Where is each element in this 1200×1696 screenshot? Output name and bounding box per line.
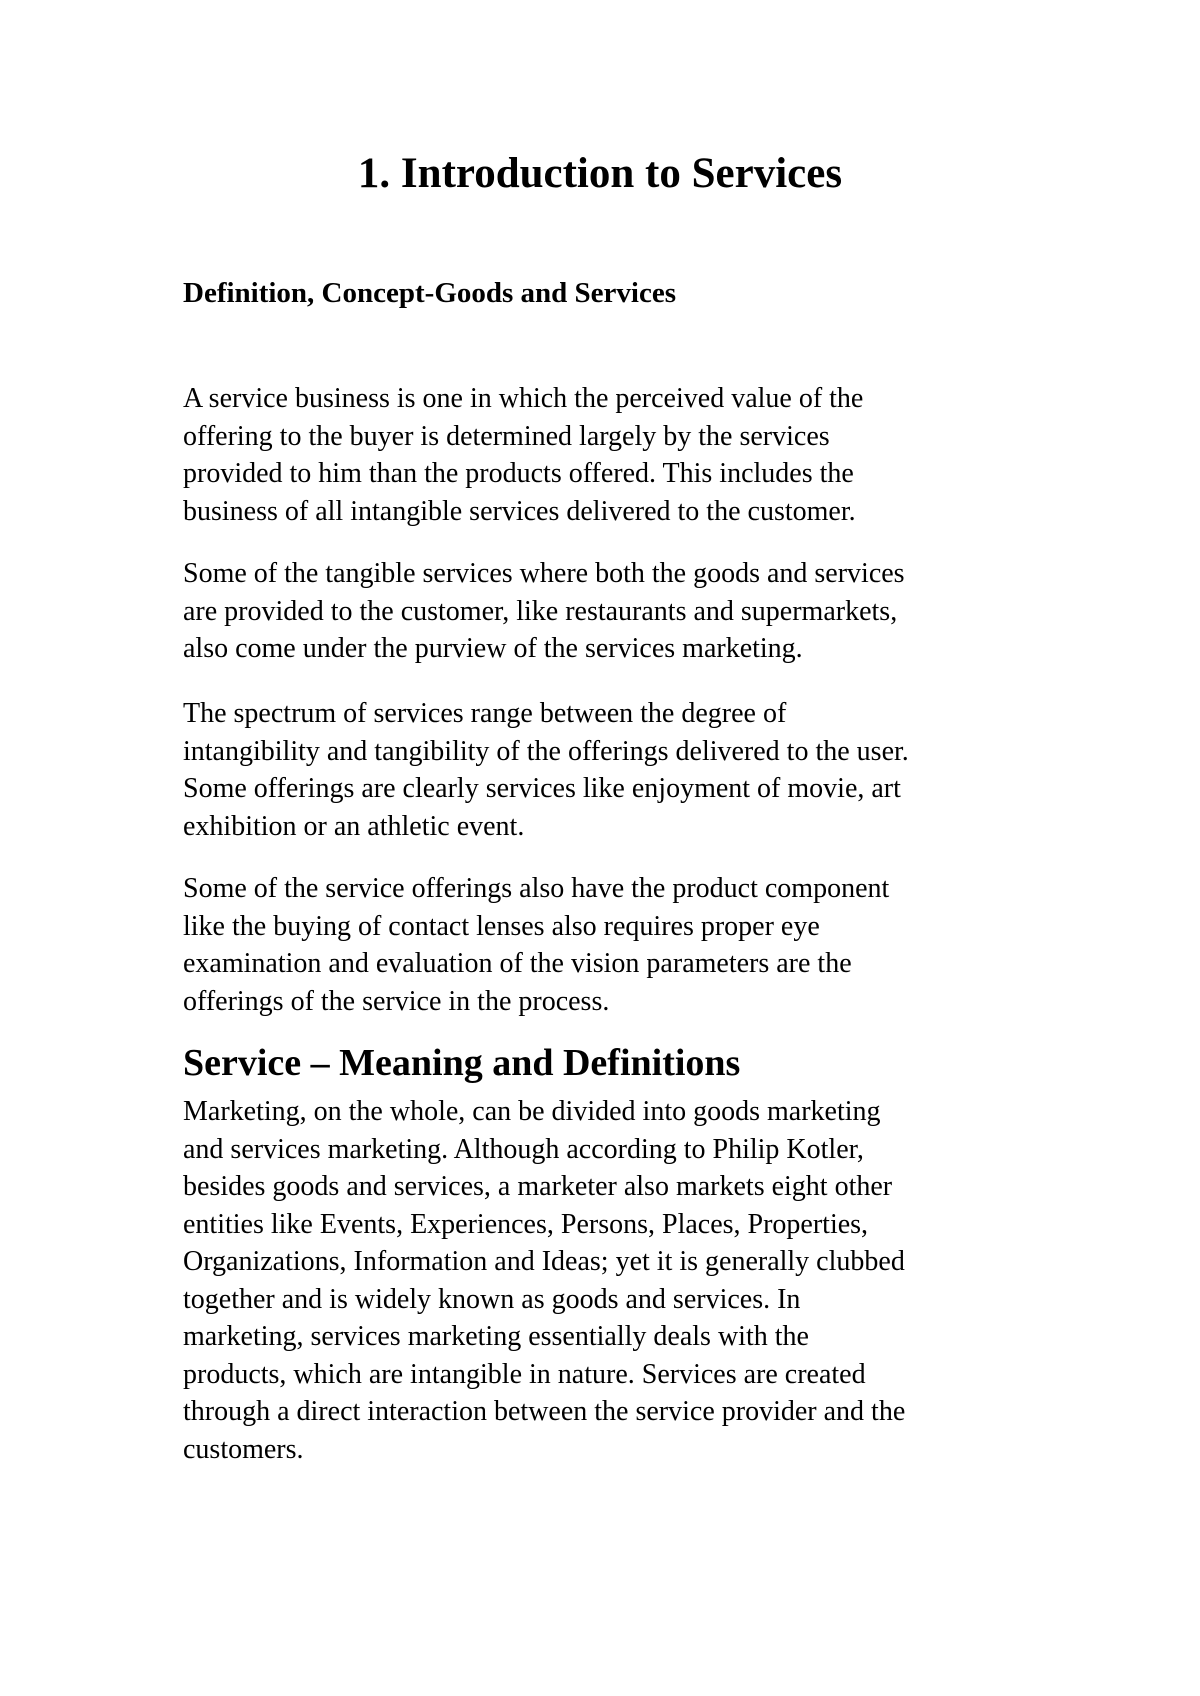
paragraph-line: together and is widely known as goods and services. In [183,1283,801,1315]
section-heading: Service – Meaning and Definitions [183,1042,741,1084]
paragraph-line: Some offerings are clearly services like enjoyment of movie, art [183,773,901,804]
paragraph-3 [183,695,1063,845]
paragraph-line: and services marketing. Although according to Philip Kotler, [183,1133,864,1165]
paragraph-line: provided to him than the products offered. This includes the [183,458,854,489]
paragraph-line: offerings of the service in the process. [183,985,610,1017]
subheading: Definition, Concept-Goods and Services [183,277,676,309]
paragraph-line: offering to the buyer is determined largely by the services [183,420,830,452]
paragraph-1 [183,380,1063,530]
paragraph-line: business of all intangible services delivered to the customer. [183,495,856,527]
paragraph-line: products, which are intangible in nature. Services are created [183,1358,866,1390]
paragraph-line: entities like Events, Experiences, Persons, Places, Properties, [183,1208,869,1240]
paragraph-2 [183,555,1063,668]
paragraph-line: examination and evaluation of the vision parameters are the [183,948,852,979]
paragraph-line: marketing, services marketing essentially deals with the [183,1321,809,1352]
paragraph-4 [183,870,1063,1020]
paragraph-line: Marketing, on the whole, can be divided into goods marketing [183,1096,881,1127]
paragraph-line: Organizations, Information and Ideas; yet it is generally clubbed [183,1246,905,1277]
paragraph-line: intangibility and tangibility of the offerings delivered to the user. [183,735,909,767]
paragraph-line: also come under the purview of the services marketing. [183,633,803,664]
section-paragraph [183,1093,1063,1468]
paragraph-line: through a direct interaction between the service provider and the [183,1396,906,1427]
paragraph-line: exhibition or an athletic event. [183,810,525,842]
paragraph-line: A service business is one in which the perceived value of the [183,383,864,414]
page-title: 1. Introduction to Services [357,150,843,197]
paragraph-line: Some of the service offerings also have the product component [183,873,890,904]
paragraph-line: like the buying of contact lenses also requires proper eye [183,910,820,942]
paragraph-line: customers. [183,1433,304,1465]
paragraph-line: The spectrum of services range between the degree of [183,698,787,729]
paragraph-line: Some of the tangible services where both the goods and services [183,558,905,589]
paragraph-line: besides goods and services, a marketer also markets eight other [183,1171,893,1202]
paragraph-line: are provided to the customer, like restaurants and supermarkets, [183,595,898,627]
